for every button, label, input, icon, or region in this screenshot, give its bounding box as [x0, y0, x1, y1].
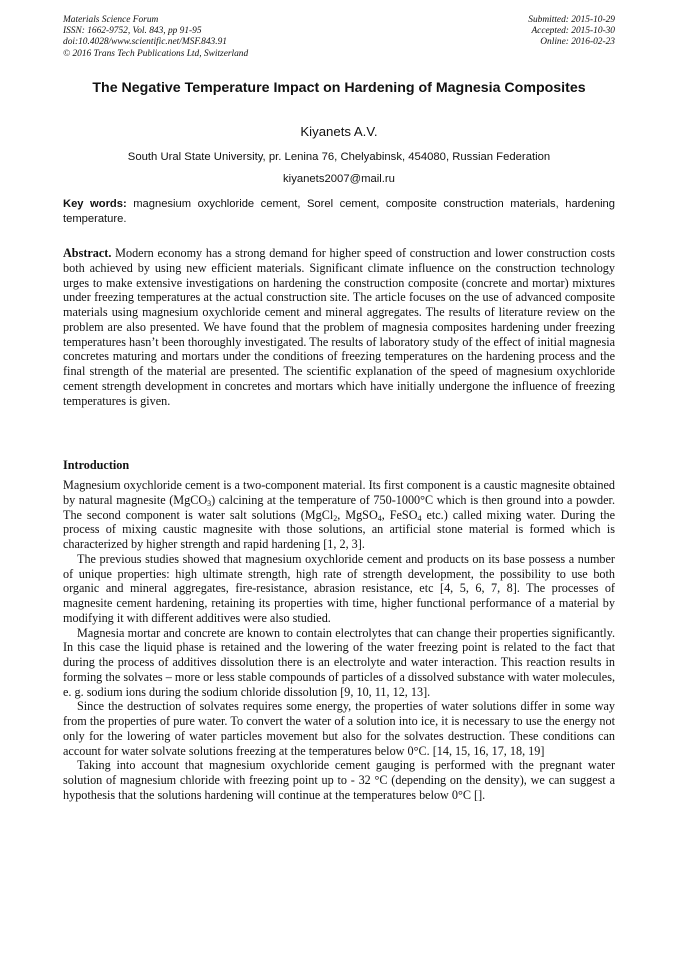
intro-paragraph-3: Magnesia mortar and concrete are known to contain electrolytes that can change their properties significantly. In this case the liquid phase is retained and the lowering of the water freezing point is related to the fact that during the process of additives dissolution there is an electrolyte and water interaction. This reaction results in forming the solvates – more or less stable compounds of particles of a dissolved substance with water molecules, e. g. sodium ions during the sodium chloride dissolution [9, 10, 11, 12, 13].: [63, 625, 615, 699]
subscript: 2: [333, 513, 338, 523]
introduction-heading: Introduction: [63, 458, 130, 472]
introduction-body: [63, 478, 615, 803]
p1-text-b: ) calcining at the temperature of 750-1000°C which is then ground into a powder. The second component is water salt solutions (MgCl: [63, 492, 615, 522]
copyright-line: © 2016 Trans Tech Publications Ltd, Switzerland: [63, 48, 249, 59]
author-email: kiyanets2007@mail.ru: [283, 173, 395, 185]
abstract: [63, 246, 615, 408]
intro-paragraph-5: Taking into account that magnesium oxychloride cement gauging is performed with the pregnant water solution of magnesium chloride with freezing point up to - 32 °C (depending on the density), we can suggest a hypothesis that the solutions hardening will continue at the temperatures below 0°C [].: [63, 758, 615, 802]
submitted-date: Submitted: 2015-10-29: [528, 15, 615, 25]
subscript: 3: [207, 498, 212, 508]
issn-line: ISSN: 1662-9752, Vol. 843, pp 91-95: [63, 26, 202, 37]
p1-text-d: , FeSO: [381, 507, 418, 522]
subscript: 4: [417, 513, 422, 523]
online-date: Online: 2016-02-23: [540, 37, 615, 48]
intro-paragraph-4: Since the destruction of solvates requires some energy, the properties of water solutions differ in some way from the properties of pure water. To convert the water of a solution into ice, it is necessary to use the energy not only for the lowering of water particles movement but also for the solvates destruction. These conditions can account for water solvate solutions freezing at the temperatures below 0°C. [14, 15, 16, 17, 18, 19]: [63, 699, 615, 758]
affiliation: South Ural State University, pr. Lenina 76, Chelyabinsk, 454080, Russian Federation: [127, 151, 551, 163]
intro-paragraph-1: [63, 478, 615, 552]
doi-line: doi:10.4028/www.scientific.net/MSF.843.91: [63, 37, 227, 48]
abstract-text: Modern economy has a strong demand for higher speed of construction and lower construction costs both achieved by using new efficient materials. Significant climate influence on the construction technology urges to make extensive investigations on hardening the construction composite (concrete and mortar) mixtures under freezing temperatures at the actual construction site. The article focuses on the use of advanced composite materials using magnesium oxychloride cement and mineral aggregates. The results of literature review on the problem are also presented. We have found that the problem of magnesia composites hardening under freezing temperatures hasn’t been thoroughly investigated. The results of laboratory study of the effect of initial magnesia concretes maturing and mortars under the conditions of freezing temperatures on the hardening process and the final strength of the material are presented. The scientific explanation of the speed of magnesium oxychloride cement strength development in concretes and mortars which have initially undergone the influence of freezing temperatures is given.: [63, 246, 615, 408]
abstract-label: Abstract.: [63, 246, 112, 260]
keywords-text: magnesium oxychloride cement, Sorel cement, composite construction materials, hardening temperature.: [63, 198, 615, 226]
journal-header: [63, 15, 248, 60]
dates-header: [528, 15, 615, 49]
intro-paragraph-2: The previous studies showed that magnesium oxychloride cement and products on its base possess a number of unique properties: high ultimate strength, high rate of strength development, the possibility to use both organic and mineral aggregates, fire-resistance, abrasion resistance, etc [4, 5, 6, 7, 8]. The processes of magnesite cement hardening, retaining its properties with time, higher functional performance of a material by modifying it with different additives were also studied.: [63, 551, 615, 625]
keywords-label: Key words:: [63, 198, 127, 210]
p1-text-e: etc.) called mixing water. During the process of mixing caustic magnesite with those solutions, an artificial stone material is formed which is characterized by higher strength and rapid hardening [1, 2, 3].: [63, 507, 615, 551]
keywords: [63, 197, 615, 227]
p1-text-c: , MgSO: [337, 507, 378, 522]
author-name: Kiyanets A.V.: [300, 124, 378, 139]
paper-title: The Negative Temperature Impact on Hardening of Magnesia Composites: [92, 80, 586, 96]
subscript: 4: [377, 513, 382, 523]
p1-text-a: Magnesium oxychloride cement is a two-component material. Its first component is a caustic magnesite obtained by natural magnesite (MgCO: [63, 478, 615, 507]
accepted-date: Accepted: 2015-10-30: [531, 26, 615, 37]
journal-name: Materials Science Forum: [63, 15, 159, 25]
